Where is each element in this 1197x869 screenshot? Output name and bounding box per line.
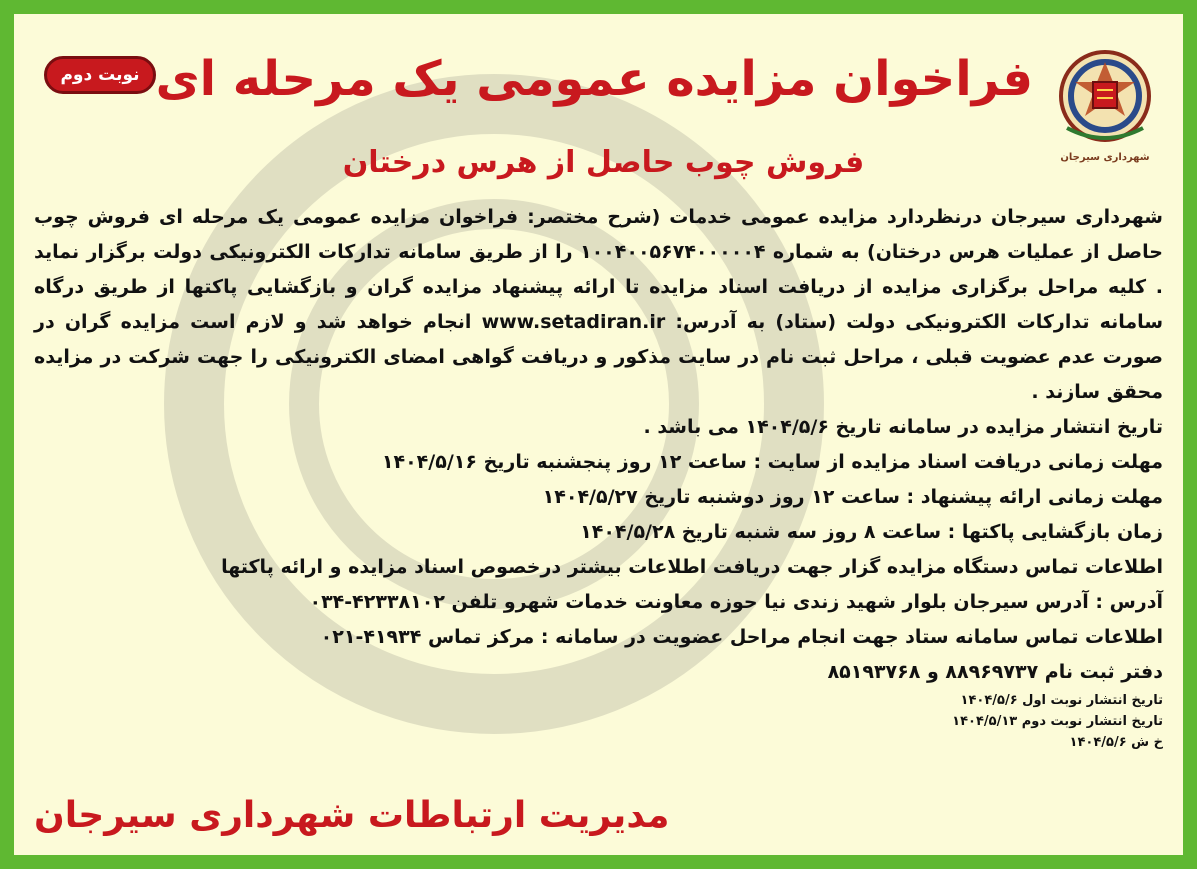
address-line: آدرس : آدرس سیرجان بلوار شهید زندی نیا حوزه معاونت خدمات شهرو تلفن ۴۲۳۳۸۱۰۲-۰۳۴: [309, 591, 1163, 613]
page-title: فراخوان مزایده عمومی یک مرحله ای: [155, 51, 1033, 107]
registration-office-line: دفتر ثبت نام ۸۸۹۶۹۷۳۷ و ۸۵۱۹۳۷۶۸: [827, 661, 1163, 683]
offer-deadline-line: مهلت زمانی ارائه پیشنهاد : ساعت ۱۲ روز دوشنبه تاریخ ۱۴۰۴/۵/۲۷: [542, 486, 1163, 508]
second-round-badge: نوبت دوم: [44, 56, 156, 94]
logo-caption: شهرداری سیرجان: [1060, 152, 1150, 163]
reference-code: خ ش ۱۴۰۴/۵/۶: [1069, 735, 1163, 750]
setad-contact-line: اطلاعات تماس سامانه ستاد جهت انجام مراحل عضویت در سامانه : مرکز تماس ۴۱۹۳۴-۰۲۱: [320, 626, 1163, 648]
publish-date-line: تاریخ انتشار مزایده در سامانه تاریخ ۱۴۰۴/۵/۶ می باشد .: [643, 416, 1163, 438]
first-publish-date: تاریخ انتشار نوبت اول ۱۴۰۴/۵/۶: [960, 693, 1163, 708]
second-publish-date: تاریخ انتشار نوبت دوم ۱۴۰۴/۵/۱۳: [952, 714, 1163, 729]
municipality-logo: [1053, 38, 1157, 178]
opening-time-line: زمان بازگشایی پاکتها : ساعت ۸ روز سه شنبه تاریخ ۱۴۰۴/۵/۲۸: [580, 521, 1163, 543]
footer-signature: مدیریت ارتباطات شهرداری سیرجان: [34, 795, 670, 836]
contact-heading-line: اطلاعات تماس دستگاه مزایده گزار جهت دریافت اطلاعات بیشتر درخصوص اسناد مزایده و ارائه پاکتها: [221, 556, 1163, 578]
document-deadline-line: مهلت زمانی دریافت اسناد مزایده از سایت : ساعت ۱۲ روز پنجشنبه تاریخ ۱۴۰۴/۵/۱۶: [381, 451, 1163, 473]
notice-body: [34, 200, 1163, 753]
intro-paragraph: شهرداری سیرجان درنظردارد مزایده عمومی خدمات (شرح مختصر: فراخوان مزایده عمومی یک مرحله ای فروش چوب حاصل از عملیات هرس درختان) به شماره ۱۰۰۴۰۰۵۶۷۴۰۰۰۰۰۴ را از طریق سامانه تدارکات الکترونیکی دولت برگزار نماید . کلیه مراحل برگزاری مزایده از دریافت اسناد مزایده تا ارائه پیشنهاد مزایده گران و بازگشایی پاکتها از طریق درگاه سامانه تدارکات الکترونیکی دولت (ستاد) به آدرس: www.setadiran.ir انجام خواهد شد و لازم است مزایده گران در صورت عدم عضویت قبلی ، مراحل ثبت نام در سایت مذکور و دریافت گواهی امضای الکترونیکی را جهت شرکت در مزایده محقق سازند .: [34, 206, 1163, 403]
page-subtitle: فروش چوب حاصل از هرس درختان: [342, 145, 865, 180]
notice-paper: [14, 14, 1183, 855]
